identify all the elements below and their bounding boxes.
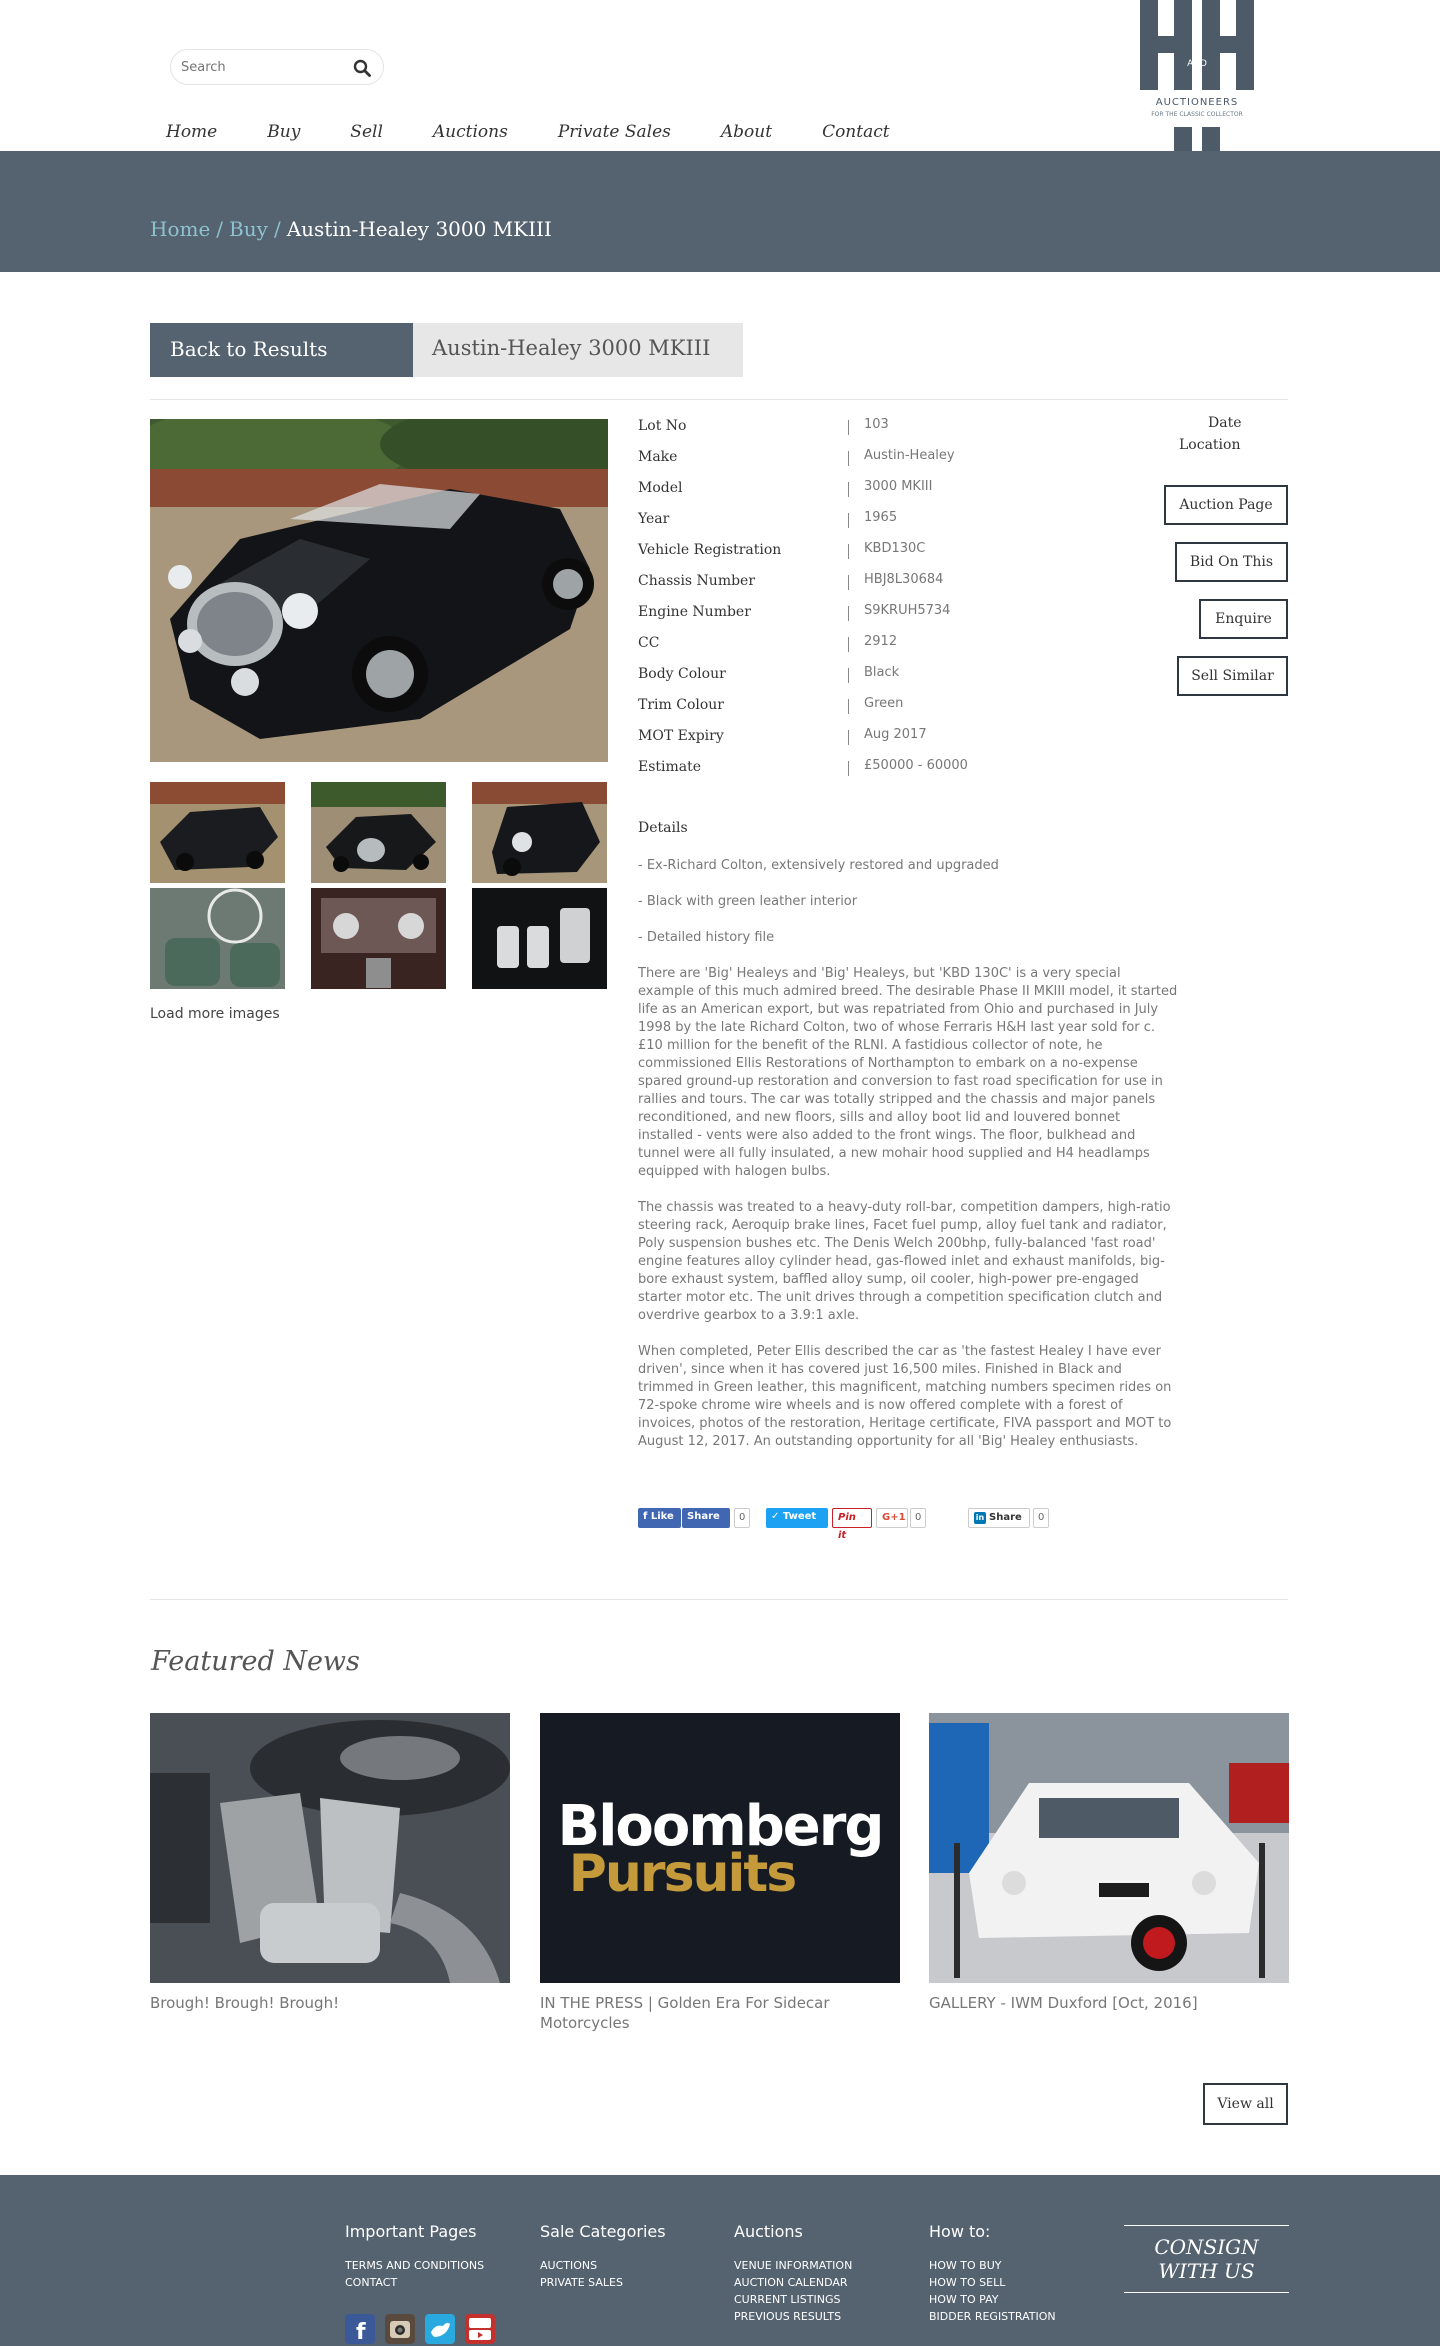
linkedin-share-count: 0 (1033, 1508, 1049, 1528)
nav-private-sales[interactable]: Private Sales (557, 122, 671, 142)
footer-auctions (734, 2222, 852, 2325)
search-box (170, 49, 384, 85)
footer-heading: Important Pages (345, 2222, 477, 2241)
spec-row (638, 446, 1108, 477)
auction-page-button[interactable]: Auction Page (1164, 485, 1288, 525)
footer-link-previous[interactable]: PREVIOUS RESULTS (734, 2310, 842, 2323)
spec-label: Trim Colour (638, 697, 724, 713)
date-label: Date (1208, 415, 1242, 431)
load-more-images-link[interactable]: Load more images (150, 1006, 280, 1022)
logo-tagline: FOR THE CLASSIC COLLECTOR (1151, 111, 1243, 118)
page-banner (0, 151, 1440, 272)
spec-value: KBD130C (864, 541, 926, 556)
spec-label: MOT Expiry (638, 728, 724, 744)
spec-row (638, 756, 1108, 787)
footer-heading: Sale Categories (540, 2222, 666, 2241)
breadcrumb (150, 217, 552, 241)
google-plus-count: 0 (910, 1508, 926, 1528)
spec-row (638, 539, 1108, 570)
spec-divider (848, 761, 849, 776)
featured-news-heading: Featured News (151, 1646, 360, 1677)
footer-link-how-to-sell[interactable]: HOW TO SELL (929, 2276, 1006, 2289)
spec-label: Estimate (638, 759, 702, 775)
spec-row (638, 415, 1108, 446)
footer-link-auctions[interactable]: AUCTIONS (540, 2259, 598, 2272)
spec-value: Green (864, 696, 904, 711)
spec-divider (848, 699, 849, 714)
main-nav (166, 122, 940, 142)
footer-sale-categories (540, 2222, 666, 2291)
thumbnail-image[interactable] (472, 782, 607, 883)
spec-divider (848, 730, 849, 745)
nav-contact[interactable]: Contact (822, 122, 890, 142)
description-paragraph: When completed, Peter Ellis described the car as 'the fastest Healey I have ever driven', since when it has covered just 16,500 miles. Finished in Black and trimmed in Green leather, this magnificent, matching numbers specimen rides on 72-spoke chrome wire wheels and is now offered complete with a forest of invoices, photos of the restoration, Heritage certificate, FIVA passport and MOT to August 12, 2017. An outstanding opportunity for all 'Big' Healey enthusiasts. (638, 1344, 1172, 1449)
nav-auctions[interactable]: Auctions (432, 122, 508, 142)
footer-link-private-sales[interactable]: PRIVATE SALES (540, 2276, 623, 2289)
nav-about[interactable]: About (720, 122, 773, 142)
footer-link-how-to-buy[interactable]: HOW TO BUY (929, 2259, 1002, 2272)
location-label: Location (1179, 437, 1241, 453)
news-image-duxford[interactable] (929, 1713, 1289, 1983)
footer-link-how-to-pay[interactable]: HOW TO PAY (929, 2293, 999, 2306)
site-header (0, 0, 1440, 151)
svg-text:AND: AND (1187, 59, 1207, 69)
footer-heading: How to: (929, 2222, 991, 2241)
linkedin-icon: in (975, 1513, 985, 1522)
twitter-icon[interactable] (425, 2314, 455, 2344)
thumbnail-image[interactable] (472, 888, 607, 989)
spec-divider (848, 451, 849, 466)
spec-label: Model (638, 480, 683, 496)
thumbnail-image[interactable] (150, 888, 285, 989)
consign-line: WITH US (1158, 2259, 1255, 2283)
main-car-photo[interactable] (150, 419, 608, 762)
spec-label: Engine Number (638, 604, 751, 620)
spec-divider (848, 637, 849, 652)
instagram-icon[interactable] (385, 2314, 415, 2344)
breadcrumb-buy[interactable]: Buy (229, 217, 268, 241)
description-paragraph: The chassis was treated to a heavy-duty roll-bar, competition dampers, high-ratio steering rack, Aeroquip brake lines, Facet fuel pump, alloy fuel tank and radiator, Poly suspension bushes etc. The Denis Welch 200bhp, fully-balanced 'fast road' engine features alloy cylinder head, gas-flowed inlet and exhaust manifolds, big-bore exhaust system, baffled alloy sump, oil cooler, high-power pre-engaged starter motor etc. The unit drives through a competition specification clutch and overdrive gearbox to a 3.9:1 axle. (638, 1200, 1171, 1323)
back-to-results-button[interactable]: Back to Results (150, 323, 413, 377)
breadcrumb-home[interactable]: Home (150, 217, 211, 241)
facebook-like-button[interactable]: f Like (638, 1508, 681, 1528)
description-paragraph: There are 'Big' Healeys and 'Big' Healeys, but 'KBD 130C' is a very special example of this much admired breed. The desirable Phase II MKIII model, it started life as an American export, but was repatriated from Ohio and purchased in July 1998 by the late Richard Colton, two of whose Ferraris H&H last year sold for c.£10 million for the benefit of the RLNI. A fastidious collector of note, he commissioned Ellis Restorations of Northampton to embark on a no-expense spared ground-up restoration and conversion to fast road specification for use in rallies and tours. The car was totally stripped and the chassis and major panels reconditioned, and new floors, sills and alloy boot lid and louvered bonnet installed - vents were also added to the front wings. The floor, bulkhead and tunnel were all fully insulated, a new mohair hood supplied and H4 headlamps equipped with halogen bulbs. (638, 966, 1178, 1179)
linkedin-share-button[interactable]: in Share (968, 1508, 1030, 1528)
divider (150, 1599, 1288, 1600)
breadcrumb-current: Austin-Healey 3000 MKIII (286, 217, 552, 241)
logo-name: AUCTIONEERS (1155, 97, 1239, 108)
footer-link-terms[interactable]: TERMS AND CONDITIONS (345, 2259, 485, 2272)
youtube-icon[interactable] (465, 2314, 495, 2344)
thumbnail-image[interactable] (150, 782, 285, 883)
lot-title: Austin-Healey 3000 MKIII (413, 323, 743, 377)
footer-link-venue[interactable]: VENUE INFORMATION (734, 2259, 853, 2272)
tweet-button[interactable]: ✓ Tweet (766, 1508, 828, 1528)
breadcrumb-separator: / (273, 217, 281, 241)
spec-label: Chassis Number (638, 573, 756, 589)
spec-label: Vehicle Registration (638, 542, 782, 558)
spec-row (638, 570, 1108, 601)
consign-with-us-button[interactable] (1124, 2225, 1289, 2293)
footer-link-contact[interactable]: CONTACT (345, 2276, 398, 2289)
spec-value: 3000 MKIII (864, 479, 933, 494)
bid-on-this-button[interactable]: Bid On This (1175, 542, 1288, 582)
spec-value: 1965 (864, 510, 898, 525)
news-image-bloomberg[interactable] (540, 1713, 900, 1983)
sell-similar-button[interactable]: Sell Similar (1177, 656, 1288, 696)
spec-row (638, 694, 1108, 725)
spec-label: Lot No (638, 418, 687, 434)
search-icon[interactable] (353, 59, 371, 77)
hh-logo[interactable] (1136, 0, 1258, 151)
spec-label: Make (638, 449, 678, 465)
news-image-brough[interactable] (150, 1713, 510, 1983)
spec-divider (848, 513, 849, 528)
facebook-icon[interactable] (345, 2314, 375, 2344)
detail-bullet: - Detailed history file (638, 930, 775, 945)
spec-value: £50000 - 60000 (864, 758, 968, 773)
spec-row (638, 725, 1108, 756)
facebook-share-count: 0 (734, 1508, 750, 1528)
enquire-button[interactable]: Enquire (1199, 599, 1288, 639)
spec-row (638, 663, 1108, 694)
detail-bullet: - Black with green leather interior (638, 894, 858, 909)
spec-value: 2912 (864, 634, 898, 649)
spec-value: HBJ8L30684 (864, 572, 944, 587)
facebook-share-button[interactable]: Share (682, 1508, 730, 1528)
spec-value: 103 (864, 417, 889, 432)
thumbnail-image[interactable] (311, 888, 446, 989)
spec-row (638, 508, 1108, 539)
spec-label: Year (638, 511, 670, 527)
spec-divider (848, 420, 849, 435)
spec-row (638, 601, 1108, 632)
pinterest-button[interactable]: Pin it (832, 1508, 872, 1528)
breadcrumb-separator: / (216, 217, 224, 241)
news-caption[interactable]: IN THE PRESS | Golden Era For Sidecar Motorcycles (540, 1994, 830, 2032)
footer-link-calendar[interactable]: AUCTION CALENDAR (734, 2276, 848, 2289)
footer-link-current[interactable]: CURRENT LISTINGS (734, 2293, 841, 2306)
spec-divider (848, 668, 849, 683)
spec-value: Austin-Healey (864, 448, 955, 463)
footer-how-to (929, 2222, 1056, 2325)
spec-label: Body Colour (638, 666, 726, 682)
spec-divider (848, 575, 849, 590)
spec-row (638, 632, 1108, 663)
spec-value: Black (864, 665, 900, 680)
spec-label: CC (638, 635, 660, 651)
nav-buy[interactable]: Buy (267, 122, 301, 142)
consign-line: CONSIGN (1154, 2235, 1259, 2259)
details-heading: Details (638, 820, 688, 836)
nav-home[interactable]: Home (166, 122, 218, 142)
spec-value: S9KRUH5734 (864, 603, 951, 618)
thumbnail-image[interactable] (311, 782, 446, 883)
spec-row (638, 477, 1108, 508)
spec-divider (848, 606, 849, 621)
view-all-news-button[interactable]: View all (1203, 2083, 1288, 2125)
spec-divider (848, 544, 849, 559)
spec-value: Aug 2017 (864, 727, 927, 742)
twitter-bird-icon: ✓ (771, 1511, 783, 1522)
facebook-icon: f (643, 1511, 651, 1522)
svg-text:Bloomberg: Bloomberg (557, 1794, 883, 1859)
svg-text:f: f (356, 2320, 366, 2344)
specification-table (638, 415, 1108, 787)
footer-important-pages (345, 2222, 484, 2291)
nav-sell[interactable]: Sell (350, 122, 383, 142)
footer-heading: Auctions (734, 2222, 803, 2241)
divider (150, 399, 1288, 400)
google-plus-button[interactable]: G+1 (876, 1508, 908, 1528)
news-caption[interactable]: GALLERY - IWM Duxford [Oct, 2016] (929, 1994, 1198, 2012)
svg-text:Pursuits: Pursuits (568, 1844, 796, 1904)
detail-bullet: - Ex-Richard Colton, extensively restored and upgraded (638, 858, 999, 873)
news-caption[interactable]: Brough! Brough! Brough! (150, 1994, 340, 2012)
footer-link-bidder-registration[interactable]: BIDDER REGISTRATION (929, 2310, 1056, 2323)
search-input[interactable] (181, 57, 341, 77)
spec-divider (848, 482, 849, 497)
